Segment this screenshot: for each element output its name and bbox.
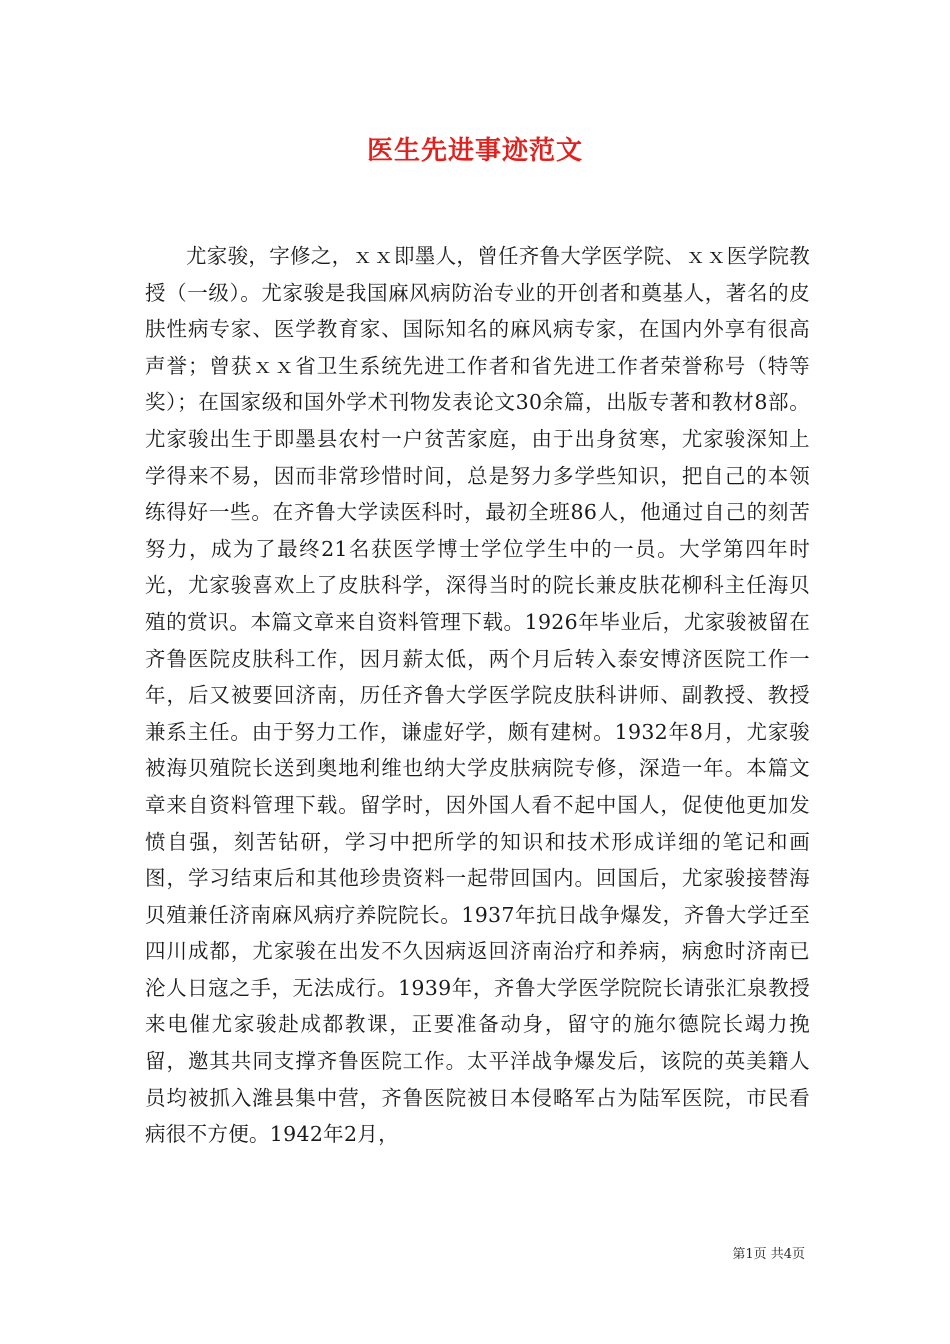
page-number: 第1页 共4页	[732, 1247, 805, 1262]
document-title: 医生先进事迹范文	[366, 136, 583, 166]
body-paragraph: 尤家骏，字修之，ｘｘ即墨人，曾任齐鲁大学医学院、ｘｘ医学院教授（一级）。尤家骏是我国麻风病防治专业的开创者和奠基人，著名的皮肤性病专家、医学教育家、国际知名的麻风病专家，在国内外享有很高声誉；曾获ｘｘ省卫生系统先进工作者和省先进工作者荣誉称号（特等奖）；在国家级和国外学术刊物发表论文30余篇，出版专著和教材8部。尤家骏出生于即墨县农村一户贫苦家庭，由于出身贫寒，尤家骏深知上学得来不易，因而非常珍惜时间，总是努力多学些知识，把自己的本领练得好一些。在齐鲁大学读医科时，最初全班86人，他通过自己的刻苦努力，成为了最终21名获医学博士学位学生中的一员。大学第四年时光，尤家骏喜欢上了皮肤科学，深得当时的院长兼皮肤花柳科主任海贝殖的赏识。本篇文章来自资料管理下载。1926年毕业后，尤家骏被留在齐鲁医院皮肤科工作，因月薪太低，两个月后转入泰安博济医院工作一年，后又被要回济南，历任齐鲁大学医学院皮肤科讲师、副教授、教授兼系主任。由于努力工作，谦虚好学，颇有建树。1932年8月，尤家骏被海贝殖院长送到奥地利维也纳大学皮肤病院专修，深造一年。本篇文章来自资料管理下载。留学时，因外国人看不起中国人，促使他更加发愤自强，刻苦钻研，学习中把所学的知识和技术形成详细的笔记和画图，学习结束后和其他珍贵资料一起带回国内。回国后，尤家骏接替海贝殖兼任济南麻风病疗养院院长。1937年抗日战争爆发，齐鲁大学迁至四川成都，尤家骏在出发不久因病返回济南治疗和养病，病愈时济南已沦人日寇之手，无法成行。1939年，齐鲁大学医学院院长请张汇泉教授来电催尤家骏赴成都教课，正要准备动身，留守的施尔德院长竭力挽留，邀其共同支撑齐鲁医院工作。太平洋战争爆发后，该院的英美籍人员均被抓入潍县集中营，齐鲁医院被日本侵略军占为陆军医院，市民看病很不方便。1942年2月，	[145, 244, 810, 1147]
